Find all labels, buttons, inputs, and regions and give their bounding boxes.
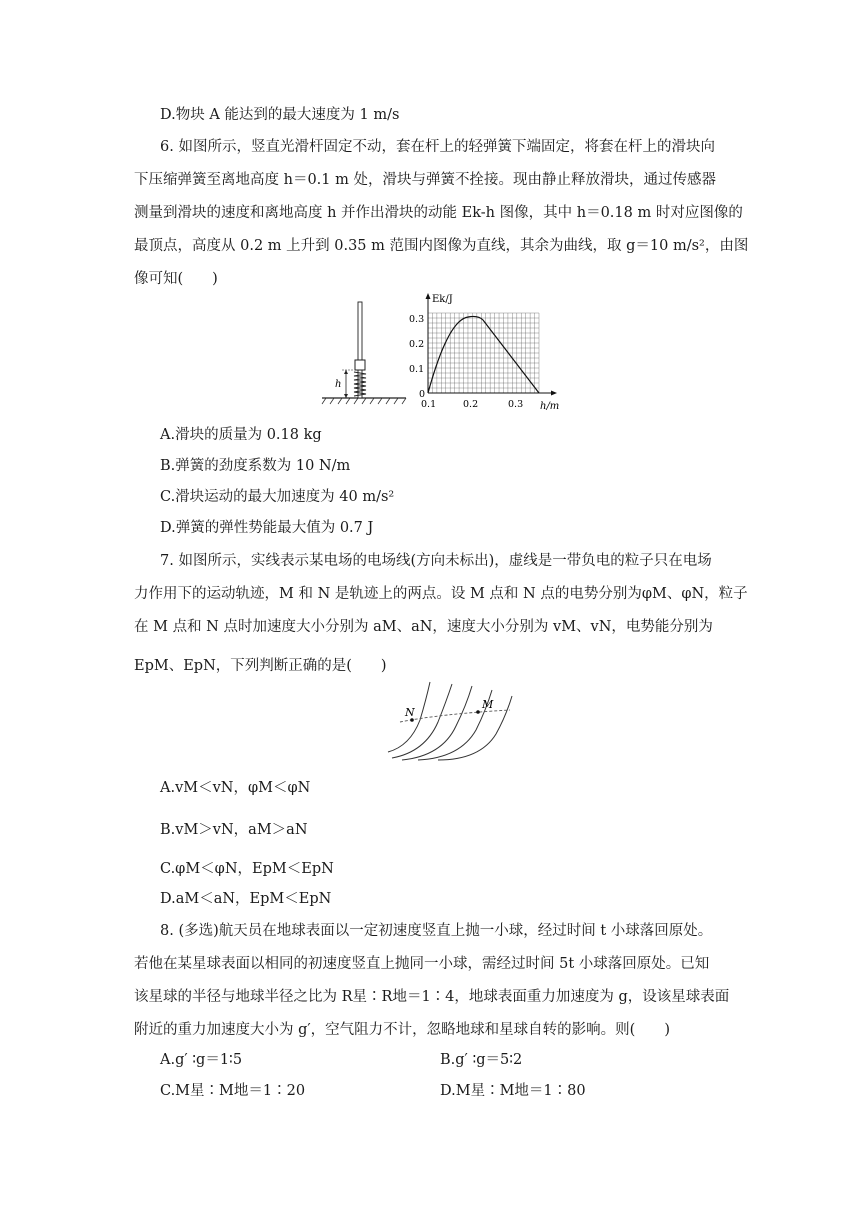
y-tick-0.1: 0.1 bbox=[409, 364, 425, 375]
y-tick-0: 0 bbox=[419, 389, 426, 400]
q7-option-d: D.aM＜aN，EpM＜EpN bbox=[160, 891, 332, 907]
spring-height-label: h bbox=[335, 379, 342, 390]
q6-option-c: C.滑块运动的最大加速度为 40 m/s² bbox=[160, 489, 395, 505]
q6-stem-line2: 下压缩弹簧至离地高度 h＝0.1 m 处，滑块与弹簧不拴接。现由静止释放滑块，通过传感器 bbox=[134, 172, 716, 188]
q6-stem-line4: 最顶点，高度从 0.2 m 上升到 0.35 m 范围内图像为直线，其余为曲线，取 g＝10 m/s²，由图 bbox=[134, 238, 749, 254]
q6-option-a: A.滑块的质量为 0.18 kg bbox=[160, 427, 322, 443]
q8-option-b: B.g′ ∶g＝5∶2 bbox=[440, 1052, 523, 1068]
label-n: N bbox=[405, 706, 415, 719]
q7-stem-line4: EpM、EpN，下列判断正确的是( ) bbox=[134, 658, 387, 674]
q7-stem-line1: 7. 如图所示，实线表示某电场的电场线(方向未标出)，虚线是一带负电的粒子只在电场 bbox=[160, 553, 712, 569]
q6-option-d: D.弹簧的弹性势能最大值为 0.7 J bbox=[160, 520, 374, 536]
q7-stem-line3: 在 M 点和 N 点时加速度大小分别为 aM、aN，速度大小分别为 vM、vN，电势能分别为 bbox=[134, 619, 713, 635]
y-tick-0.2: 0.2 bbox=[409, 339, 425, 350]
q7-option-b: B.vM＞vN，aM＞aN bbox=[160, 822, 308, 838]
q6-option-b: B.弹簧的劲度系数为 10 N/m bbox=[160, 458, 351, 474]
q8-stem-line4: 附近的重力加速度大小为 g′，空气阻力不计，忽略地球和星球自转的影响。则( ) bbox=[134, 1022, 670, 1038]
point-m bbox=[476, 710, 480, 714]
q6-stem-line1: 6. 如图所示，竖直光滑杆固定不动，套在杆上的轻弹簧下端固定，将套在杆上的滑块向 bbox=[160, 139, 715, 155]
label-m: M bbox=[482, 698, 494, 711]
ek-h-graph bbox=[409, 293, 559, 412]
q7-option-a: A.vM＜vN，φM＜φN bbox=[160, 780, 311, 796]
q8-stem-line2: 若他在某星球表面以相同的初速度竖直上抛同一小球，需经过时间 5t 小球落回原处。已知 bbox=[134, 956, 710, 972]
x-axis-label: h/m bbox=[540, 401, 560, 412]
x-tick-0.1: 0.1 bbox=[421, 399, 437, 410]
y-tick-0.3: 0.3 bbox=[409, 314, 425, 325]
q6-stem-line5: 像可知( ) bbox=[134, 271, 218, 287]
q7-option-c: C.φM＜φN，EpM＜EpN bbox=[160, 861, 334, 877]
q8-stem-line1: 8. (多选)航天员在地球表面以一定初速度竖直上抛一小球，经过时间 t 小球落回原处。 bbox=[160, 923, 713, 939]
q8-option-d: D.M星∶M地＝1∶80 bbox=[440, 1083, 586, 1099]
q8-option-c: C.M星∶M地＝1∶20 bbox=[160, 1083, 306, 1099]
x-tick-0.3: 0.3 bbox=[508, 399, 524, 410]
q6-stem-line3: 测量到滑块的速度和离地高度 h 并作出滑块的动能 Ek-h 图像，其中 h＝0.18 m 时对应图像的 bbox=[134, 205, 743, 221]
q5-option-d: D.物块 A 能达到的最大速度为 1 m/s bbox=[160, 107, 400, 123]
q8-option-a: A.g′ ∶g＝1∶5 bbox=[160, 1052, 243, 1068]
q7-field-figure bbox=[380, 680, 525, 762]
q7-stem-line2: 力作用下的运动轨迹，M 和 N 是轨迹上的两点。设 M 点和 N 点的电势分别为φM、φN，粒子 bbox=[134, 586, 748, 602]
q8-stem-line3: 该星球的半径与地球半径之比为 R星∶R地＝1∶4，地球表面重力加速度为 g，设该星球表面 bbox=[134, 989, 730, 1005]
x-tick-0.2: 0.2 bbox=[463, 399, 479, 410]
q6-figure bbox=[318, 290, 578, 415]
y-axis-label: Ek/J bbox=[432, 294, 453, 305]
spring-apparatus bbox=[322, 302, 406, 404]
